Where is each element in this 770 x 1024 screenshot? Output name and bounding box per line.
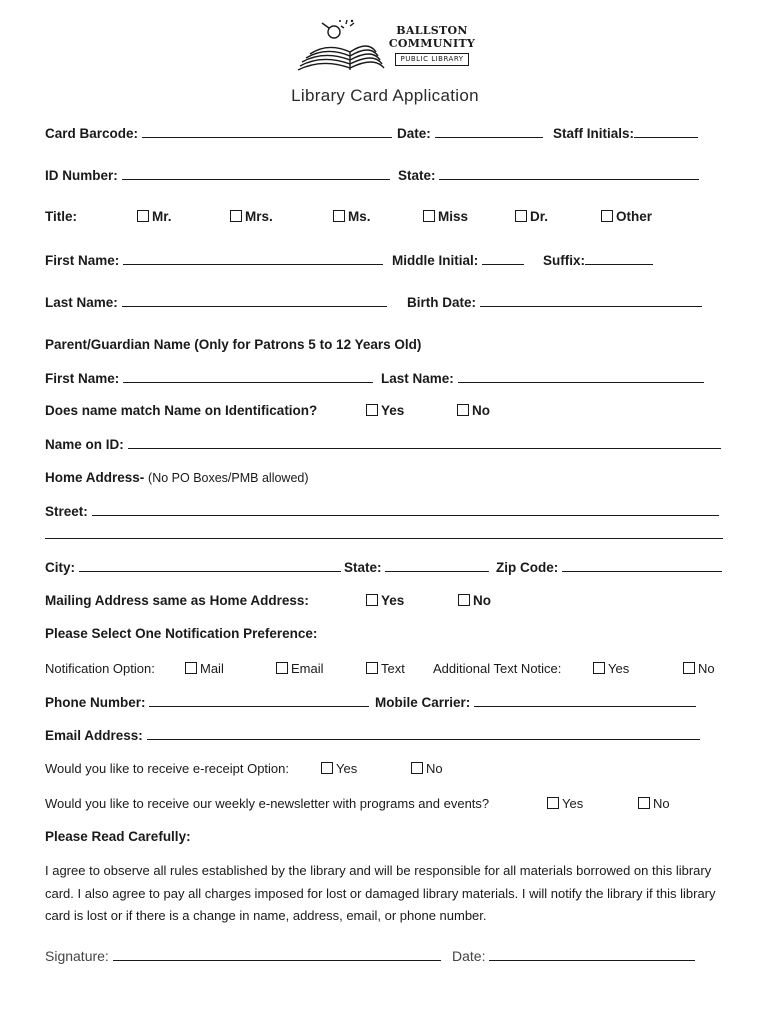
- middle-initial-label: Middle Initial:: [392, 253, 479, 268]
- ereceipt-yes[interactable]: Yes: [321, 760, 357, 778]
- staff-initials-field[interactable]: [634, 124, 698, 138]
- date-label: Date:: [397, 126, 431, 141]
- read-carefully-heading: Please Read Carefully:: [45, 829, 191, 844]
- enewsletter-label: Would you like to receive our weekly e-newsletter with programs and events?: [45, 796, 490, 811]
- checkbox-icon: [185, 662, 197, 674]
- page-title: Library Card Application: [291, 86, 479, 105]
- birth-date-field[interactable]: [480, 293, 702, 307]
- checkbox-icon: [411, 762, 423, 774]
- additional-text-yes[interactable]: Yes: [593, 660, 629, 678]
- logo-line-1: BALLSTON: [396, 24, 468, 37]
- title-option-miss[interactable]: Miss: [423, 208, 468, 226]
- logo-line-2: COMMUNITY: [388, 37, 476, 50]
- suffix-field[interactable]: [585, 251, 653, 265]
- signature-date-label: Date:: [452, 948, 486, 964]
- checkbox-icon: [366, 594, 378, 606]
- checkbox-icon: [458, 594, 470, 606]
- notification-text[interactable]: Text: [366, 660, 405, 678]
- zip-code-label: Zip Code:: [496, 560, 559, 575]
- checkbox-icon: [333, 210, 345, 222]
- street-field[interactable]: [92, 502, 719, 516]
- notification-mail[interactable]: Mail: [185, 660, 224, 678]
- agreement-text: I agree to observe all rules established by the library and will be responsible for all materials borrowed on this library card. I also agree to pay all charges imposed for lost or damaged library materials. I will notify the library if this library card is lost or if there is a change in name, address, email, or phone number.: [45, 863, 716, 923]
- guardian-first-name-label: First Name:: [45, 371, 120, 386]
- date-field[interactable]: [435, 124, 543, 138]
- guardian-first-name-field[interactable]: [123, 369, 373, 383]
- ereceipt-label: Would you like to receive e-receipt Option:: [45, 761, 289, 776]
- mobile-carrier-field[interactable]: [474, 693, 696, 707]
- zip-code-field[interactable]: [562, 558, 722, 572]
- guardian-heading: Parent/Guardian Name (Only for Patrons 5 to 12 Years Old): [45, 337, 422, 352]
- last-name-label: Last Name:: [45, 295, 118, 310]
- city-field[interactable]: [79, 558, 341, 572]
- first-name-field[interactable]: [123, 251, 383, 265]
- guardian-last-name-field[interactable]: [458, 369, 704, 383]
- name-match-no[interactable]: No: [457, 402, 490, 420]
- city-label: City:: [45, 560, 75, 575]
- middle-initial-field[interactable]: [482, 251, 524, 265]
- signature-field[interactable]: [113, 947, 441, 961]
- mobile-carrier-label: Mobile Carrier:: [375, 695, 471, 710]
- additional-text-no[interactable]: No: [683, 660, 715, 678]
- id-number-label: ID Number:: [45, 168, 118, 183]
- notification-heading: Please Select One Notification Preference:: [45, 626, 318, 641]
- guardian-last-name-label: Last Name:: [381, 371, 454, 386]
- checkbox-icon: [276, 662, 288, 674]
- checkbox-icon: [366, 404, 378, 416]
- name-match-label: Does name match Name on Identification?: [45, 403, 318, 418]
- card-barcode-field[interactable]: [142, 124, 392, 138]
- mailing-same-no[interactable]: No: [458, 592, 491, 610]
- title-option-mr[interactable]: Mr.: [137, 208, 172, 226]
- phone-number-field[interactable]: [149, 693, 369, 707]
- home-address-note: (No PO Boxes/PMB allowed): [148, 471, 309, 485]
- address-state-field[interactable]: [385, 558, 489, 572]
- title-label: Title:: [45, 209, 78, 224]
- checkbox-icon: [137, 210, 149, 222]
- address-state-label: State:: [344, 560, 382, 575]
- title-option-other[interactable]: Other: [601, 208, 652, 226]
- street-field-line-2[interactable]: [45, 538, 723, 539]
- checkbox-icon: [515, 210, 527, 222]
- checkbox-icon: [457, 404, 469, 416]
- mailing-same-label: Mailing Address same as Home Address:: [45, 593, 309, 608]
- mailing-same-yes[interactable]: Yes: [366, 592, 404, 610]
- additional-text-notice-label: Additional Text Notice:: [433, 661, 562, 676]
- title-option-ms[interactable]: Ms.: [333, 208, 371, 226]
- checkbox-icon: [683, 662, 695, 674]
- title-option-dr[interactable]: Dr.: [515, 208, 548, 226]
- staff-initials-label: Staff Initials:: [553, 126, 635, 141]
- checkbox-icon: [366, 662, 378, 674]
- street-label: Street:: [45, 504, 88, 519]
- logo-line-3: PUBLIC LIBRARY: [395, 53, 469, 66]
- first-name-label: First Name:: [45, 253, 120, 268]
- checkbox-icon: [423, 210, 435, 222]
- email-address-label: Email Address:: [45, 728, 143, 743]
- name-on-id-label: Name on ID:: [45, 437, 124, 452]
- checkbox-icon: [547, 797, 559, 809]
- title-option-mrs[interactable]: Mrs.: [230, 208, 273, 226]
- card-barcode-label: Card Barcode:: [45, 126, 139, 141]
- last-name-field[interactable]: [122, 293, 387, 307]
- home-address-label: Home Address-: [45, 470, 145, 485]
- id-number-field[interactable]: [122, 166, 390, 180]
- checkbox-icon: [601, 210, 613, 222]
- enewsletter-yes[interactable]: Yes: [547, 795, 583, 813]
- notification-option-label: Notification Option:: [45, 661, 155, 676]
- checkbox-icon: [230, 210, 242, 222]
- email-address-field[interactable]: [147, 726, 700, 740]
- name-match-yes[interactable]: Yes: [366, 402, 404, 420]
- signature-label: Signature:: [45, 948, 109, 964]
- signature-date-field[interactable]: [489, 947, 695, 961]
- suffix-label: Suffix:: [543, 253, 585, 268]
- state-label: State:: [398, 168, 436, 183]
- birth-date-label: Birth Date:: [407, 295, 477, 310]
- checkbox-icon: [638, 797, 650, 809]
- phone-number-label: Phone Number:: [45, 695, 146, 710]
- ereceipt-no[interactable]: No: [411, 760, 443, 778]
- state-field[interactable]: [439, 166, 699, 180]
- notification-email[interactable]: Email: [276, 660, 324, 678]
- enewsletter-no[interactable]: No: [638, 795, 670, 813]
- name-on-id-field[interactable]: [128, 435, 721, 449]
- checkbox-icon: [321, 762, 333, 774]
- checkbox-icon: [593, 662, 605, 674]
- logo-wordmark: [387, 24, 477, 66]
